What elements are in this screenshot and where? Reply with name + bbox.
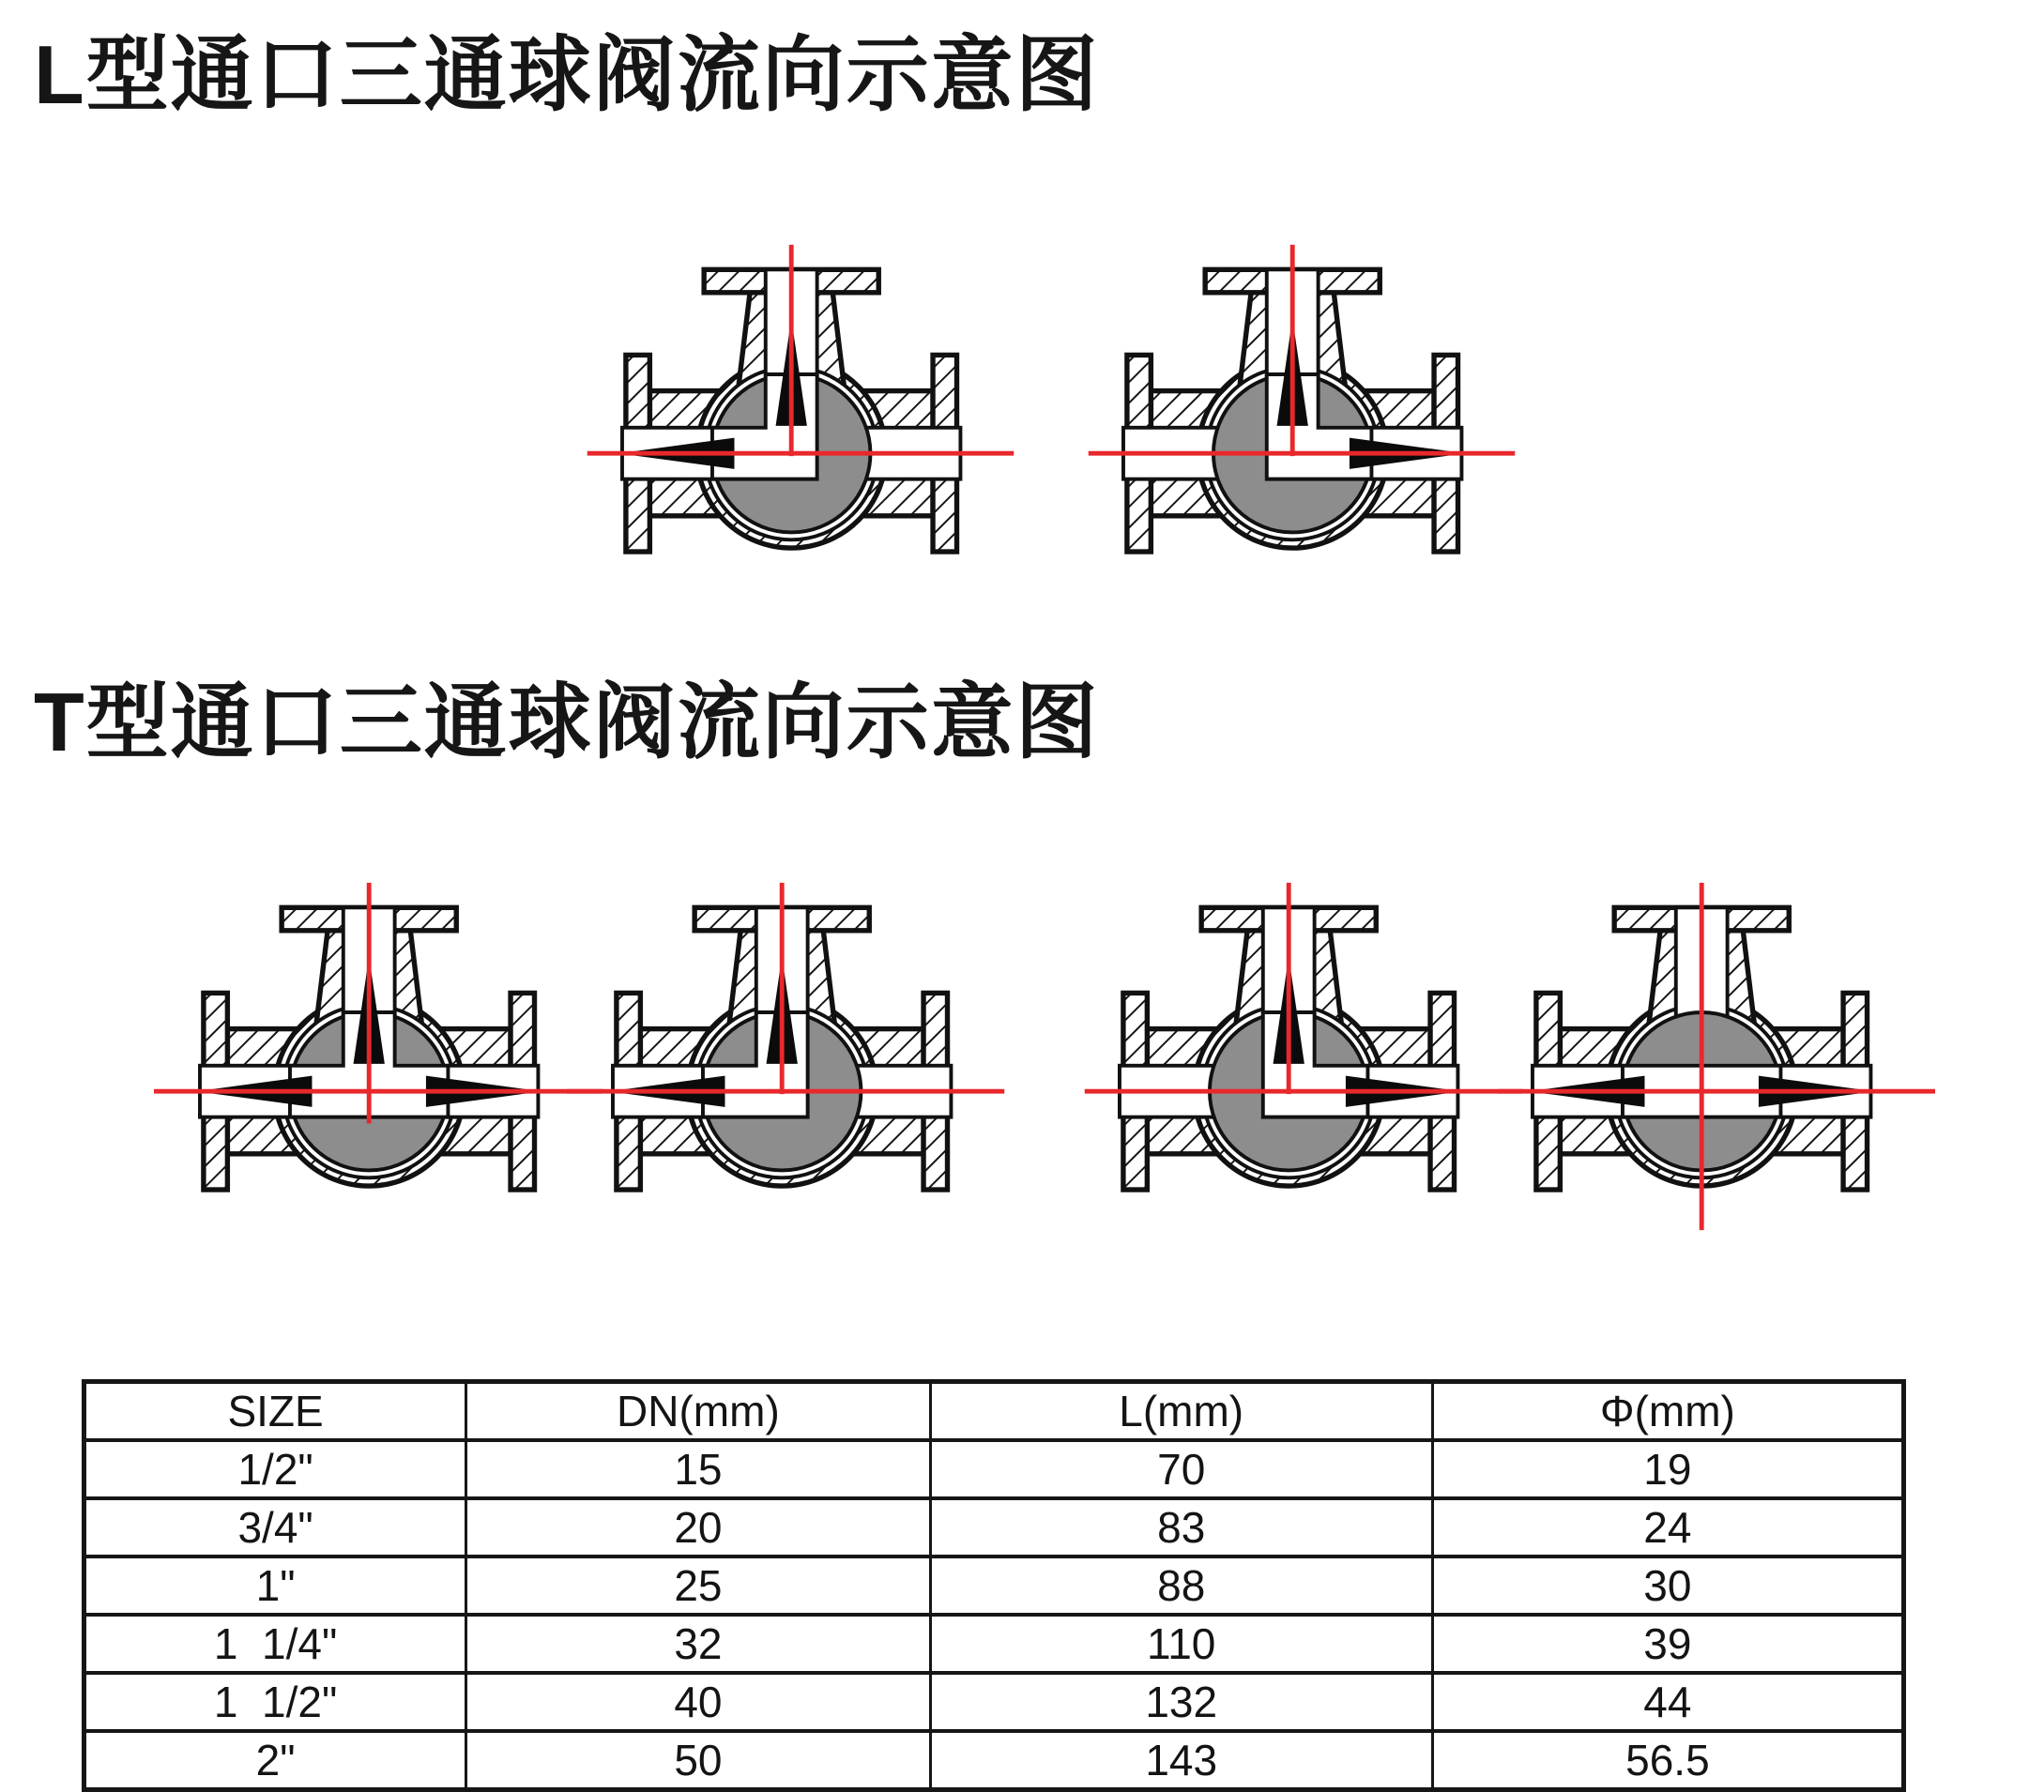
cell-l: 83 [930, 1498, 1432, 1557]
col-header-dn: DN(mm) [466, 1382, 930, 1441]
cell-phi: 44 [1432, 1673, 1903, 1731]
cell-phi: 56.5 [1432, 1731, 1903, 1790]
l-type-section-title: L型通口三通球阀流向示意图 [34, 28, 1100, 121]
cell-dn: 50 [466, 1731, 930, 1790]
cell-size: 1/2" [84, 1440, 466, 1498]
table-row [84, 1673, 1904, 1731]
dimension-table [82, 1379, 1906, 1792]
cell-dn: 20 [466, 1498, 930, 1557]
cell-size: 1 1/2" [84, 1673, 466, 1731]
col-header-l: L(mm) [930, 1382, 1432, 1441]
col-header-phi: Φ(mm) [1432, 1382, 1903, 1441]
table-row [84, 1557, 1904, 1615]
valve-diagram-t-left-top [552, 877, 1030, 1236]
cell-size: 1" [84, 1557, 466, 1615]
valve-diagram-l-left-top [561, 239, 1040, 598]
dimension-table-wrap [82, 1379, 1906, 1792]
valve-diagram-t-top-right [1059, 877, 1537, 1236]
cell-phi: 19 [1432, 1440, 1903, 1498]
cell-phi: 39 [1432, 1615, 1903, 1673]
table-row [84, 1615, 1904, 1673]
cell-l: 143 [930, 1731, 1432, 1790]
cell-dn: 32 [466, 1615, 930, 1673]
valve-diagram-l-top-right [1062, 239, 1541, 598]
cell-l: 110 [930, 1615, 1432, 1673]
t-type-section-title: T型通口三通球阀流向示意图 [34, 676, 1100, 768]
cell-size: 2" [84, 1731, 466, 1790]
table-row [84, 1440, 1904, 1498]
cell-phi: 24 [1432, 1498, 1903, 1557]
table-row [84, 1498, 1904, 1557]
cell-l: 88 [930, 1557, 1432, 1615]
table-row [84, 1731, 1904, 1790]
cell-dn: 40 [466, 1673, 930, 1731]
cell-size: 1 1/4" [84, 1615, 466, 1673]
cell-l: 132 [930, 1673, 1432, 1731]
table-header-row [84, 1382, 1904, 1441]
cell-dn: 25 [466, 1557, 930, 1615]
cell-phi: 30 [1432, 1557, 1903, 1615]
valve-diagram-t-left-right [1472, 877, 1950, 1236]
valve-diagram-t-all-ports [139, 877, 618, 1236]
col-header-size: SIZE [84, 1382, 466, 1441]
cell-l: 70 [930, 1440, 1432, 1498]
cell-size: 3/4" [84, 1498, 466, 1557]
cell-dn: 15 [466, 1440, 930, 1498]
